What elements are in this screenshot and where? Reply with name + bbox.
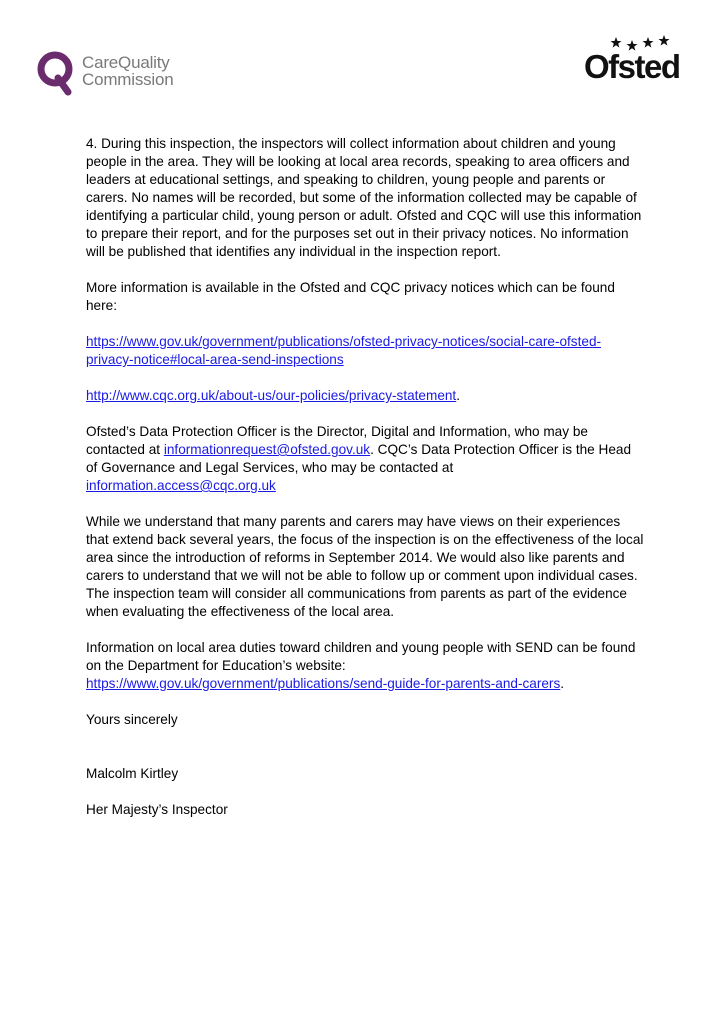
signatory-name: Malcolm Kirtley <box>86 766 179 781</box>
paragraph-data-protection <box>86 423 646 495</box>
signatory-title: Her Majesty’s Inspector <box>86 802 228 817</box>
ofsted-dpo-email-link[interactable]: informationrequest@ofsted.gov.uk <box>163 442 371 457</box>
paragraph-cqc-link <box>86 387 646 405</box>
paragraph-inspection-info: 4. During this inspection, the inspectors will collect information about children and young people in the area. They will be looking at local area records, speaking to area officers and leaders at educational settings, and speaking to children, young people and parents or carers. No names will be recorded, but some of the information collected may be capable of identifying a particular child, young person or adult. Ofsted and CQC will use this information to prepare their report, and for the purposes set out in their privacy notices. No information will be published that identifies any individual in the inspection report. <box>86 136 642 259</box>
ofsted-wordmark: Ofsted <box>584 48 680 85</box>
link2-suffix: . <box>456 388 460 403</box>
cqc-privacy-link[interactable]: http://www.cqc.org.uk/about-us/our-policies/privacy-statement <box>86 388 457 403</box>
cqc-dpo-email-link[interactable]: information.access@cqc.org.uk <box>86 478 276 493</box>
cqc-wordmark <box>82 54 174 88</box>
send-link-suffix: . <box>560 676 565 691</box>
send-guide-link[interactable]: https://www.gov.uk/government/publications/send-guide-for-parents-and-carers <box>86 676 561 691</box>
dpo-text-2: . CQC’s Data Protection Officer is the Head of Governance and Legal Services, who may be contacted at <box>86 442 632 475</box>
paragraph-inspection-focus: While we understand that many parents and carers may have views on their experiences that extend back several years, the focus of the inspection is on the effectiveness of the local area since the introduction of reforms in September 2014. We would also like parents and carers to understand that we will not be able to follow up or comment upon individual cases. The inspection team will consider all communications from parents as part of the evidence when evaluating the effectiveness of the local area. <box>86 514 644 619</box>
paragraph-ofsted-link <box>86 333 646 369</box>
letter-body <box>86 135 646 837</box>
ofsted-logo <box>584 34 684 86</box>
cqc-line1: CareQuality <box>82 53 170 72</box>
send-info-text: Information on local area duties toward children and young people with SEND can be found on the Department for Education’s website: <box>86 640 636 673</box>
cqc-logo <box>36 48 196 100</box>
paragraph-send-info <box>86 639 646 693</box>
cqc-q-mark-icon <box>36 48 76 96</box>
dpo-text-1: Ofsted’s Data Protection Officer is the Director, Digital and Information, who may be contacted at <box>86 424 588 457</box>
cqc-line2: Commission <box>82 70 174 89</box>
closing-salutation: Yours sincerely <box>86 712 178 727</box>
paragraph-privacy-intro: More information is available in the Ofsted and CQC privacy notices which can be found here: <box>86 280 615 313</box>
ofsted-privacy-link[interactable]: https://www.gov.uk/government/publications/ofsted-privacy-notices/social-care-ofsted-privacy-notice#local-area-send-inspections <box>86 334 602 367</box>
